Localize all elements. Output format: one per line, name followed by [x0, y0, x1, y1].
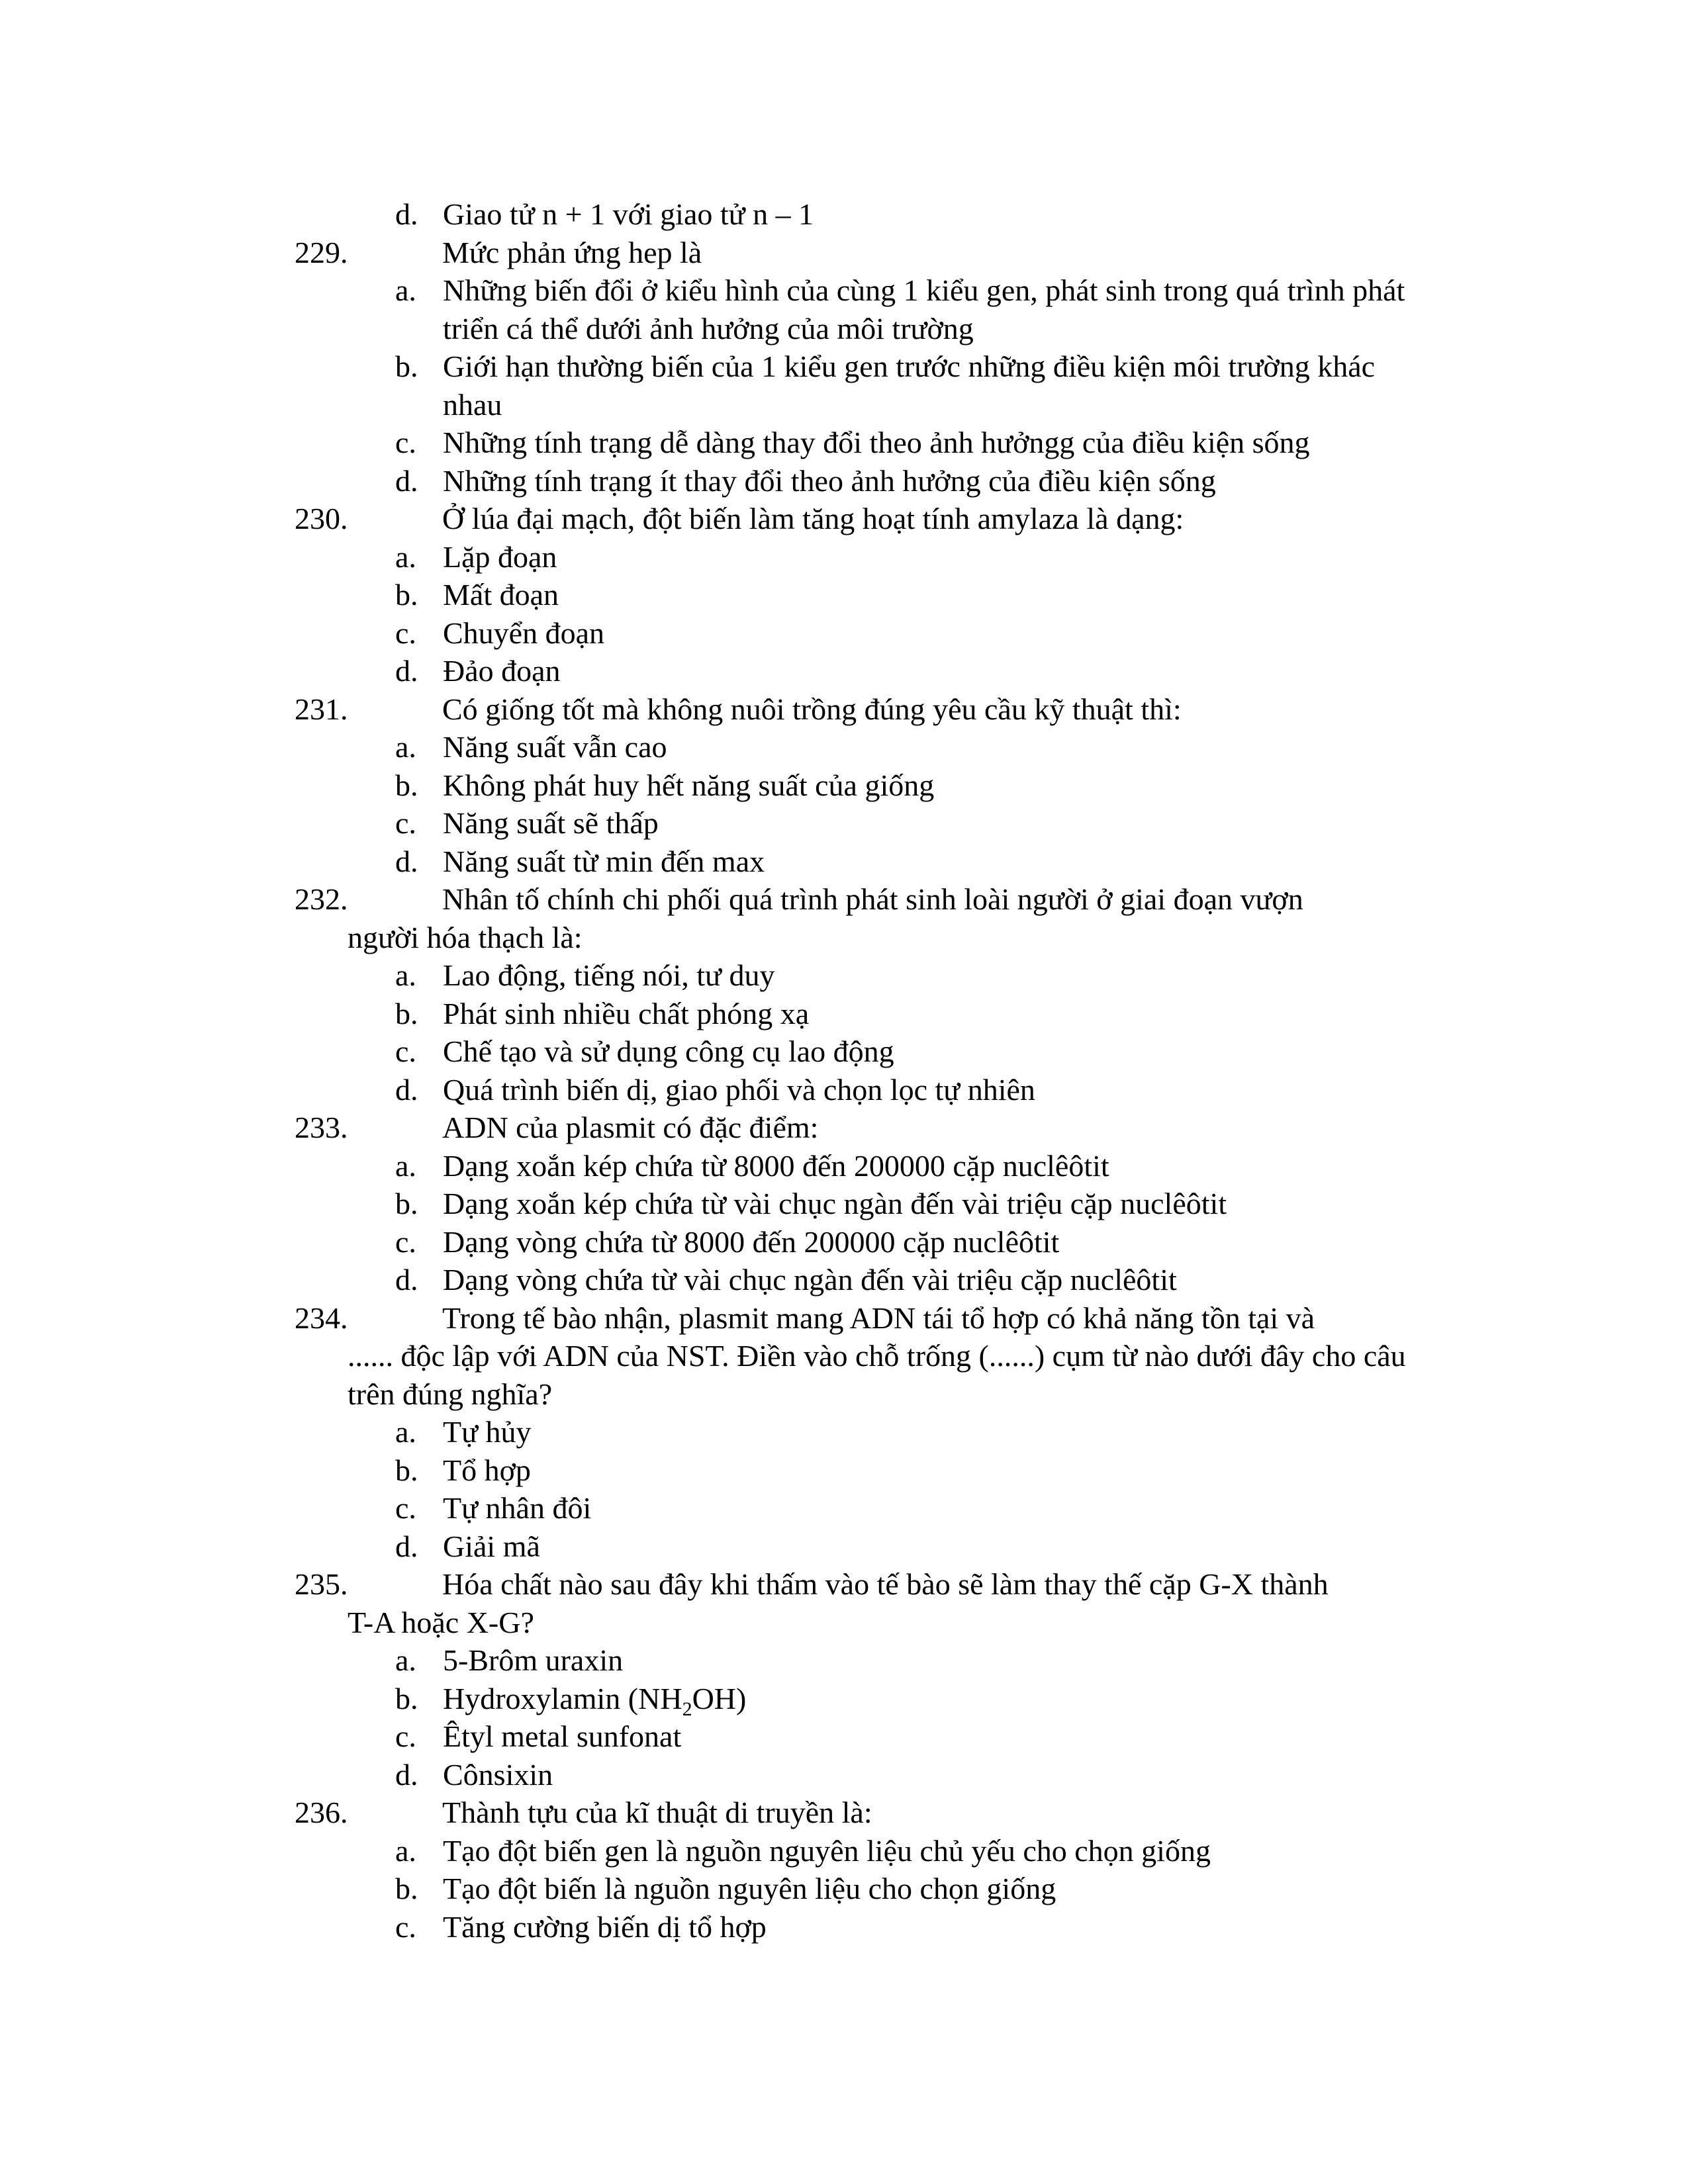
option-letter: c.	[395, 1034, 416, 1068]
option-d	[295, 462, 1433, 500]
option-c	[295, 614, 1433, 653]
option-letter: d.	[395, 463, 418, 498]
option-letter: d.	[395, 1263, 418, 1297]
option-text: Những biến đổi ở kiểu hình của cùng 1 kiểu gen, phát sinh trong quá trình phát triển cá thể dưới ảnh hưởng của môi trường	[443, 273, 1405, 345]
option-c	[295, 1032, 1433, 1071]
option-a	[295, 538, 1433, 576]
question-230	[295, 500, 1433, 690]
question-line	[295, 1109, 1433, 1147]
option-text: Lặp đoạn	[443, 539, 557, 574]
option-text: Tổ hợp	[443, 1453, 531, 1487]
option-letter: a.	[395, 1415, 416, 1449]
question-text: Thành tựu của kĩ thuật di truyền là:	[442, 1796, 872, 1829]
question-text: Ở lúa đại mạch, đột biến làm tăng hoạt tính amylaza là dạng:	[442, 502, 1184, 535]
option-text: Dạng vòng chứa từ 8000 đến 200000 cặp nuclêôtit	[443, 1224, 1060, 1259]
option-letter: b.	[395, 1872, 418, 1905]
option-c	[295, 1717, 1433, 1756]
question-235	[295, 1565, 1433, 1794]
option-b	[295, 347, 1433, 424]
question-line	[295, 1565, 1433, 1604]
option-a	[295, 1641, 1433, 1680]
option-text: Êtyl metal sunfonat	[443, 1719, 682, 1753]
question-number: 236.	[295, 1796, 348, 1829]
option-text: Tạo đột biến gen là nguồn nguyên liệu chủ yếu cho chọn giống	[443, 1833, 1211, 1868]
option-text: Lao động, tiếng nói, tư duy	[443, 958, 775, 992]
question-line	[295, 1299, 1433, 1338]
option-letter: b.	[395, 349, 418, 383]
option-text	[443, 1680, 1433, 1718]
question-232	[295, 880, 1433, 1109]
question-236	[295, 1794, 1433, 1946]
option-text: Đảo đoạn	[443, 654, 561, 688]
option-letter: a.	[395, 958, 416, 992]
option-a	[295, 1147, 1433, 1185]
option-a	[295, 1832, 1433, 1870]
option-letter: a.	[395, 1148, 416, 1183]
option-letter: c.	[395, 1491, 416, 1525]
option-c	[295, 1908, 1433, 1946]
question-229	[295, 234, 1433, 500]
option-a	[295, 956, 1433, 995]
question-text: Hóa chất nào sau đây khi thấm vào tế bào sẽ làm thay thế cặp G-X thành	[442, 1567, 1329, 1601]
option-b	[295, 1680, 1433, 1718]
question-number: 231.	[295, 692, 348, 726]
option-text: Dạng vòng chứa từ vài chục ngàn đến vài triệu cặp nuclêôtit	[443, 1263, 1177, 1297]
option-b	[295, 995, 1433, 1033]
option-text: Những tính trạng ít thay đổi theo ảnh hưởng của điều kiện sống	[443, 463, 1216, 498]
option-b	[295, 766, 1433, 805]
option-a	[295, 1413, 1433, 1451]
option-text-part: Hydroxylamin (NH	[443, 1681, 682, 1715]
option-text: Tự nhân đôi	[443, 1491, 592, 1525]
option-text: Giao tử n + 1 với giao tử n – 1	[443, 197, 814, 231]
option-letter: d.	[395, 197, 418, 231]
option-text: Chuyển đoạn	[443, 615, 605, 650]
option-letter: d.	[395, 1072, 418, 1107]
option-text: Dạng xoắn kép chứa từ vài chục ngàn đến vài triệu cặp nuclêôtit	[443, 1187, 1227, 1220]
question-line	[295, 690, 1433, 729]
option-letter: b.	[395, 1187, 418, 1220]
option-d	[295, 1261, 1433, 1299]
option-d	[295, 1527, 1433, 1566]
option-text: Tăng cường biến dị tổ hợp	[443, 1909, 767, 1944]
option-letter: a.	[395, 730, 416, 764]
option-letter: c.	[395, 426, 416, 459]
option-letter: d.	[395, 1757, 418, 1792]
option-b	[295, 576, 1433, 614]
option-b	[295, 1870, 1433, 1908]
option-c	[295, 1489, 1433, 1527]
option-letter: b.	[395, 1681, 418, 1715]
question-line	[295, 234, 1433, 272]
option-d	[295, 1071, 1433, 1109]
option-letter: d.	[395, 1529, 418, 1563]
option-c	[295, 804, 1433, 842]
option-letter: a.	[395, 273, 416, 307]
option-letter: d.	[395, 844, 418, 878]
option-text: Không phát huy hết năng suất của giống	[443, 768, 935, 802]
question-233	[295, 1109, 1433, 1299]
option-letter: c.	[395, 1909, 416, 1944]
option-text: Chế tạo và sử dụng công cụ lao động	[443, 1034, 894, 1068]
question-number: 234.	[295, 1300, 348, 1335]
option-letter: c.	[395, 806, 416, 840]
option-letter: a.	[395, 539, 416, 574]
option-letter: b.	[395, 768, 418, 802]
option-b	[295, 1185, 1433, 1223]
option-letter: a.	[395, 1643, 416, 1677]
option-text: Giới hạn thường biến của 1 kiểu gen trước những điều kiện môi trường khác nhau	[443, 349, 1376, 422]
option-letter: d.	[395, 654, 418, 688]
question-234	[295, 1299, 1433, 1566]
option-text: Dạng xoắn kép chứa từ 8000 đến 200000 cặp nuclêôtit	[443, 1148, 1109, 1183]
question-text: Nhân tố chính chi phối quá trình phát sinh loài người ở giai đoạn vượn	[442, 882, 1303, 916]
question-text: Có giống tốt mà không nuôi trồng đúng yêu cầu kỹ thuật thì:	[442, 692, 1182, 726]
option-text: Năng suất sẽ thấp	[443, 806, 659, 840]
question-text: Mức phản ứng hep là	[442, 235, 702, 269]
question-number: 229.	[295, 235, 348, 269]
question-number: 230.	[295, 502, 348, 535]
subscript: 2	[682, 1698, 692, 1720]
question-line	[295, 880, 1433, 919]
question-number: 235.	[295, 1567, 348, 1601]
option-letter: b.	[395, 578, 418, 612]
option-d	[295, 652, 1433, 690]
question-231	[295, 690, 1433, 881]
option-letter: c.	[395, 1224, 416, 1259]
option-text: Giải mã	[443, 1529, 540, 1563]
question-number: 232.	[295, 882, 348, 916]
option-text: Năng suất vẫn cao	[443, 730, 667, 764]
option-text: Cônsixin	[443, 1757, 553, 1792]
option-text: 5-Brôm uraxin	[443, 1643, 624, 1677]
option-text: Năng suất từ min đến max	[443, 844, 765, 878]
option-letter: a.	[395, 1833, 416, 1868]
option-text: Tự hủy	[443, 1415, 532, 1449]
question-line	[295, 500, 1433, 538]
option-d	[295, 1756, 1433, 1794]
question-text-continued: người hóa thạch là:	[348, 920, 583, 954]
option-letter: b.	[395, 996, 418, 1030]
option-lead	[295, 195, 1433, 234]
option-letter: c.	[395, 615, 416, 650]
option-c	[295, 424, 1433, 462]
option-b	[295, 1451, 1433, 1490]
option-text: Quá trình biến dị, giao phối và chọn lọc tự nhiên	[443, 1072, 1035, 1107]
option-a	[295, 728, 1433, 766]
option-d	[295, 842, 1433, 881]
option-a	[295, 271, 1433, 347]
question-list	[295, 195, 1433, 1946]
option-text: Những tính trạng dễ dàng thay đổi theo ảnh hưởngg của điều kiện sống	[443, 426, 1310, 459]
question-text-continued: ...... độc lập với ADN của NST. Điền vào chỗ trống (......) cụm từ nào dưới đây cho câu trên đúng nghĩa?	[348, 1339, 1406, 1411]
option-text: Phát sinh nhiều chất phóng xạ	[443, 996, 810, 1030]
question-text: Trong tế bào nhận, plasmit mang ADN tái tổ hợp có khả năng tồn tại và	[442, 1300, 1315, 1335]
option-text-part: OH)	[692, 1681, 747, 1715]
option-letter: c.	[395, 1719, 416, 1753]
option-text: Tạo đột biến là nguồn nguyên liệu cho chọn giống	[443, 1872, 1056, 1905]
option-text: Mất đoạn	[443, 578, 559, 612]
question-line	[295, 1794, 1433, 1832]
option-c	[295, 1223, 1433, 1261]
question-text: ADN của plasmit có đặc điểm:	[442, 1111, 819, 1144]
option-letter: b.	[395, 1453, 418, 1487]
question-number: 233.	[295, 1111, 348, 1144]
question-text-continued: T-A hoặc X-G?	[348, 1605, 534, 1639]
